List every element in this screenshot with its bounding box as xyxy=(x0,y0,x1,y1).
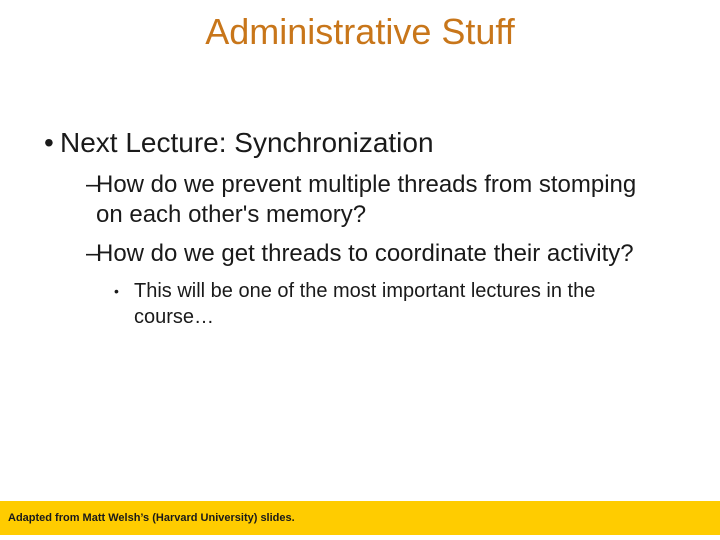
footer-bar xyxy=(0,501,720,535)
sub-sub-bullet-list xyxy=(114,278,684,330)
bullet-text: Next Lecture: Synchronization xyxy=(60,127,434,158)
dash-marker: – xyxy=(86,240,100,267)
sub-bullet-text: How do we prevent multiple threads from stomping on each other's memory? xyxy=(96,171,637,228)
dash-marker: – xyxy=(86,171,100,198)
sub-bullet-text: How do we get threads to coordinate their activity? xyxy=(96,240,634,267)
slide-title: Administrative Stuff xyxy=(205,11,515,52)
bullet-marker: • xyxy=(44,127,54,158)
slide-content xyxy=(44,124,684,330)
bullet-item xyxy=(44,124,684,162)
sub-bullet-item xyxy=(86,239,656,269)
sub-sub-bullet-item xyxy=(114,278,654,330)
bullet-marker: • xyxy=(114,283,119,299)
sub-sub-bullet-text: This will be one of the most important lectures in the course… xyxy=(134,280,596,328)
sub-bullet-list xyxy=(86,170,684,269)
sub-bullet-item xyxy=(86,170,656,230)
footer-credit: Adapted from Matt Welsh’s (Harvard University) slides. xyxy=(8,512,295,524)
